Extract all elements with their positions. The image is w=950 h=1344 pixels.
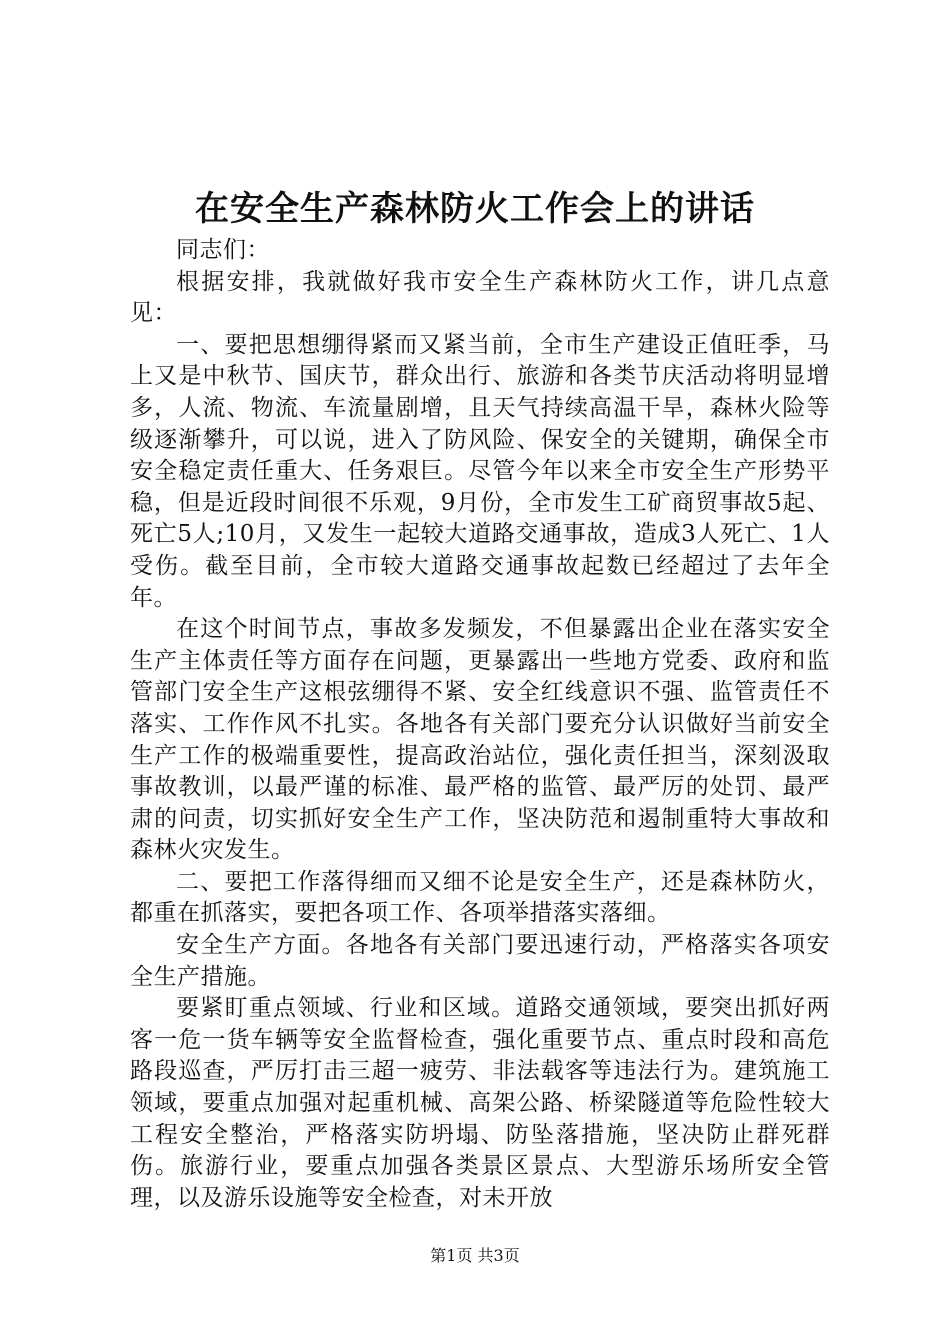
page-number-footer: 第1页 共3页 bbox=[430, 1246, 520, 1265]
document-body bbox=[130, 235, 830, 1214]
paragraph-section-1-continued: 在这个时间节点，事故多发频发，不但暴露出企业在落实安全生产主体责任等方面存在问题，更暴露出一些地方党委、政府和监管部门安全生产这根弦绷得不紧、安全红线意识不强、监管责任不落实、工作作风不扎实。各地各有关部门要充分认识做好当前安全生产工作的极端重要性，提高政治站位，强化责任担当，深刻汲取事故教训，以最严谨的标准、最严格的监管、最严厉的处罚、最严肃的问责，切实抓好安全生产工作，坚决防范和遏制重特大事故和森林火灾发生。 bbox=[130, 616, 830, 864]
paragraph-intro: 根据安排，我就做好我市安全生产森林防火工作，讲几点意见： bbox=[130, 268, 830, 327]
paragraph-safety-production: 安全生产方面。各地各有关部门要迅速行动，严格落实各项安全生产措施。 bbox=[130, 932, 830, 990]
document-title: 在安全生产森林防火工作会上的讲话 bbox=[195, 189, 755, 229]
paragraph-key-areas: 要紧盯重点领域、行业和区域。道路交通领域，要突出抓好两客一危一货车辆等安全监督检查，强化重要节点、重点时段和高危路段巡查，严厉打击三超一疲劳、非法载客等违法行为。建筑施工领域，要重点加强对起重机械、高架公路、桥梁隧道等危险性较大工程安全整治，严格落实防坍塌、防坠落措施，坚决防止群死群伤。旅游行业，要重点加强各类景区景点、大型游乐场所安全管理，以及游乐设施等安全检查，对未开放 bbox=[130, 995, 830, 1211]
paragraph-section-1: 一、要把思想绷得紧而又紧当前，全市生产建设正值旺季，马上又是中秋节、国庆节，群众出行、旅游和各类节庆活动将明显增多，人流、物流、车流量剧增，且天气持续高温干旱，森林火险等级逐渐攀升，可以说，进入了防风险、保安全的关键期，确保全市安全稳定责任重大、任务艰巨。尽管今年以来全市安全生产形势平稳，但是近段时间很不乐观，9月份，全市发生工矿商贸事故5起、死亡5人;10月，又发生一起较大道路交通事故，造成3人死亡、1人受伤。截至目前，全市较大道路交通事故起数已经超过了去年全年。 bbox=[130, 331, 830, 611]
paragraph-section-2: 二、要把工作落得细而又细不论是安全生产，还是森林防火，都重在抓落实，要把各项工作、各项举措落实落细。 bbox=[130, 868, 830, 927]
paragraph-greeting: 同志们： bbox=[176, 237, 270, 263]
